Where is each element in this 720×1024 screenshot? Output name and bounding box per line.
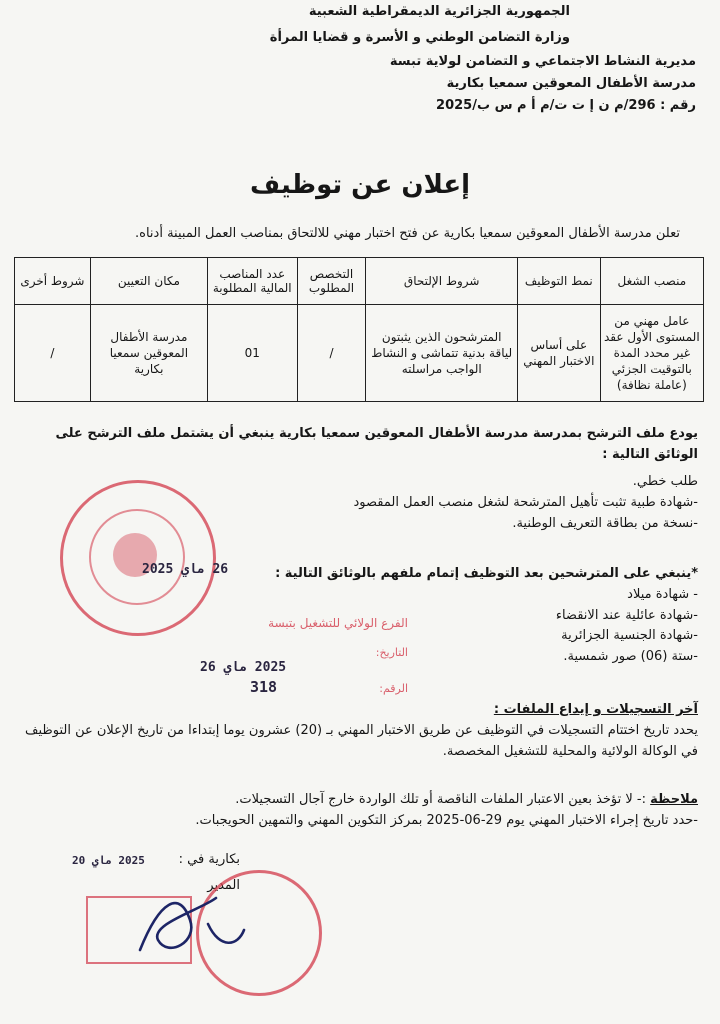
list-item: -شهادة طبية تثبت تأهيل المترشحة لشغل منصب العمل المقصود bbox=[353, 494, 698, 510]
signature-date-stamp: 2025 ماي 20 bbox=[72, 854, 145, 867]
section-registration-deadline bbox=[18, 700, 698, 762]
table-cell: المترشحون الذين يثبتون لياقة بدنية تتماشى و النشاط الواجب مراسلته bbox=[366, 305, 518, 402]
header-school: مدرسة الأطفال المعوقين سمعيا بكارية bbox=[446, 76, 696, 91]
section-deadline-body: يحدد تاريخ اختتام التسجيلات في التوظيف عن طريق الاختبار المهني بـ (20) عشرون يوما إبتداءا من تاريخ الإعلان عن التوظيف في الوكالة الولائية والمحلية للتشغيل المخصصة. bbox=[25, 722, 698, 759]
note-label: ملاحظة bbox=[650, 792, 698, 807]
header-reference: رقم : 296/م ن إ ت ت/م أ م س ب/2025 bbox=[436, 98, 696, 113]
list-item: طلب خطي. bbox=[632, 474, 698, 489]
list-item: - شهادة ميلاد bbox=[627, 586, 698, 602]
table-cell: / bbox=[297, 305, 366, 402]
table-header-cell: شروط أخرى bbox=[15, 258, 91, 305]
table-header-cell: عدد المناصب المالية المطلوبة bbox=[207, 258, 297, 305]
list-item: -شهادة عائلية عند الانقضاء bbox=[555, 607, 698, 623]
table-cell: 01 bbox=[207, 305, 297, 402]
table-header-row bbox=[15, 258, 704, 305]
note-line-2: -حدد تاريخ إجراء الاختبار المهني يوم 29-06-2025 بمركز التكوين المهني والتمهين الحويجبات. bbox=[195, 812, 698, 828]
branch-stamp-date: 2025 ماي 26 bbox=[200, 660, 287, 675]
signature-block bbox=[179, 852, 240, 867]
table-cell: عامل مهني من المستوى الأول عقد غير محدد المدة بالتوقيت الجزئي (عاملة نظافة) bbox=[600, 305, 703, 402]
header-directorate: مديرية النشاط الاجتماعي و التضامن لولاية تبسة bbox=[389, 54, 696, 69]
section-post-hiring-heading: *ينبغي على المترشحين بعد التوظيف إتمام ملفهم بالوثائق التالية : bbox=[275, 566, 698, 581]
header-ministry: وزارة التضامن الوطني و الأسرة و قضايا المرأة bbox=[269, 30, 570, 45]
table-header-cell: شروط الإلتحاق bbox=[366, 258, 518, 305]
agency-branch-stamp bbox=[196, 612, 416, 706]
intro-paragraph: تعلن مدرسة الأطفال المعوقين سمعيا بكارية عن فتح اختبار مهني للالتحاق بمناصب العمل المبينة أدناه. bbox=[135, 226, 680, 241]
agency-date-stamp: 26 ماي 2025 bbox=[142, 562, 229, 577]
section-application-file-heading: يودع ملف الترشح بمدرسة مدرسة الأطفال المعوقين سمعيا بكارية ينبغي أن يشتمل ملف الترشح على الوثائق التالية : bbox=[55, 426, 698, 462]
table-row bbox=[15, 305, 704, 402]
table-cell: مدرسة الأطفال المعوقين سمعيا بكارية bbox=[90, 305, 207, 402]
page-title: إعلان عن توظيف bbox=[250, 170, 470, 200]
table-header-cell: مكان التعيين bbox=[90, 258, 207, 305]
section-application-docs bbox=[354, 472, 698, 534]
agency-round-stamp bbox=[60, 480, 216, 636]
branch-stamp-number-label: الرقم: bbox=[379, 682, 408, 695]
section-deadline-heading: آخر التسجيلات و إيداع الملفات : bbox=[493, 702, 698, 717]
header-republic: الجمهورية الجزائرية الديمقراطية الشعبية bbox=[308, 4, 570, 19]
table-cell: / bbox=[15, 305, 91, 402]
signature-place: بكارية في : bbox=[178, 852, 240, 867]
branch-stamp-date-label: التاريخ: bbox=[375, 646, 408, 659]
note-line-1: :- لا تؤخذ بعين الاعتبار الملفات الناقصة أو تلك الواردة خارج آجال التسجيلات. bbox=[235, 792, 647, 807]
branch-stamp-number: 318 bbox=[250, 678, 278, 696]
branch-stamp-title: الفرع الولائي للتشغيل بتبسة bbox=[268, 616, 408, 630]
table-header-cell: نمط التوظيف bbox=[517, 258, 600, 305]
table-header-cell: منصب الشغل bbox=[600, 258, 703, 305]
handwritten-signature bbox=[120, 880, 260, 970]
table-header-cell: التخصص المطلوب bbox=[297, 258, 366, 305]
table-cell: على أساس الاختبار المهني bbox=[517, 305, 600, 402]
list-item: -نسخة من بطاقة التعريف الوطنية. bbox=[512, 515, 698, 531]
jobs-table bbox=[14, 257, 704, 402]
section-note bbox=[195, 790, 698, 832]
list-item: -ستة (06) صور شمسية. bbox=[563, 649, 698, 665]
director-title: المدير bbox=[207, 878, 240, 893]
list-item: -شهادة الجنسية الجزائرية bbox=[561, 628, 698, 644]
